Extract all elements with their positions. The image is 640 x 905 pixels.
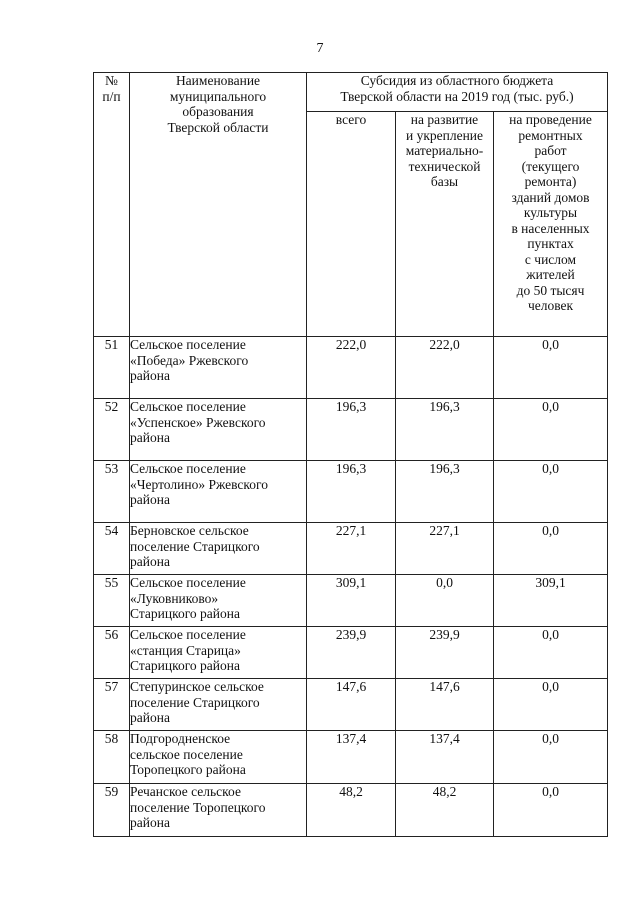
table-row <box>94 523 608 575</box>
row-total: 48,2 <box>307 784 396 837</box>
row-repair: 0,0 <box>494 627 608 679</box>
row-repair: 0,0 <box>494 784 608 837</box>
row-repair: 0,0 <box>494 337 608 399</box>
row-municipality-name: Сельское поселение «Чертолино» Ржевского района <box>130 461 307 523</box>
row-development: 227,1 <box>396 523 494 575</box>
row-municipality-name: Речанское сельское поселение Торопецкого района <box>130 784 307 837</box>
row-development: 147,6 <box>396 679 494 731</box>
row-repair: 0,0 <box>494 399 608 461</box>
row-repair: 0,0 <box>494 731 608 784</box>
row-development: 239,9 <box>396 627 494 679</box>
row-total: 309,1 <box>307 575 396 627</box>
row-municipality-name: Степуринское сельское поселение Старицкого района <box>130 679 307 731</box>
table-row <box>94 337 608 399</box>
header-development: на развитие и укрепление материально- технической базы <box>396 112 494 337</box>
header-repair: на проведение ремонтных работ (текущего ремонта) зданий домов культуры в населенных пунктах с числом жителей до 50 тысяч человек <box>494 112 608 337</box>
row-municipality-name: Сельское поселение «Луковниково» Старицкого района <box>130 575 307 627</box>
row-municipality-name: Сельское поселение «Успенское» Ржевского района <box>130 399 307 461</box>
table-row <box>94 784 608 837</box>
row-number: 56 <box>94 627 130 679</box>
row-repair: 309,1 <box>494 575 608 627</box>
row-number: 52 <box>94 399 130 461</box>
header-number: № п/п <box>94 73 130 337</box>
row-total: 239,9 <box>307 627 396 679</box>
row-number: 55 <box>94 575 130 627</box>
row-total: 222,0 <box>307 337 396 399</box>
row-development: 137,4 <box>396 731 494 784</box>
row-total: 227,1 <box>307 523 396 575</box>
row-development: 196,3 <box>396 399 494 461</box>
header-total: всего <box>307 112 396 337</box>
subsidy-table <box>93 72 608 837</box>
row-number: 57 <box>94 679 130 731</box>
table-row <box>94 399 608 461</box>
row-municipality-name: Сельское поселение «станция Старица» Старицкого района <box>130 627 307 679</box>
table-row <box>94 679 608 731</box>
table-row <box>94 731 608 784</box>
row-municipality-name: Сельское поселение «Победа» Ржевского района <box>130 337 307 399</box>
row-repair: 0,0 <box>494 679 608 731</box>
row-municipality-name: Берновское сельское поселение Старицкого района <box>130 523 307 575</box>
row-total: 147,6 <box>307 679 396 731</box>
row-development: 48,2 <box>396 784 494 837</box>
table-row <box>94 627 608 679</box>
table-header <box>94 73 608 337</box>
page-number: 7 <box>316 41 324 56</box>
table-row <box>94 575 608 627</box>
row-repair: 0,0 <box>494 461 608 523</box>
row-development: 222,0 <box>396 337 494 399</box>
row-number: 51 <box>94 337 130 399</box>
row-number: 59 <box>94 784 130 837</box>
row-total: 196,3 <box>307 399 396 461</box>
table-body <box>94 337 608 837</box>
header-municipality-name: Наименование муниципального образования Тверской области <box>130 73 307 337</box>
row-repair: 0,0 <box>494 523 608 575</box>
row-total: 196,3 <box>307 461 396 523</box>
row-number: 53 <box>94 461 130 523</box>
row-development: 0,0 <box>396 575 494 627</box>
header-subsidy-group: Субсидия из областного бюджета Тверской области на 2019 год (тыс. руб.) <box>307 73 608 112</box>
row-number: 58 <box>94 731 130 784</box>
table-row <box>94 461 608 523</box>
row-municipality-name: Подгородненское сельское поселение Торопецкого района <box>130 731 307 784</box>
row-number: 54 <box>94 523 130 575</box>
row-total: 137,4 <box>307 731 396 784</box>
row-development: 196,3 <box>396 461 494 523</box>
